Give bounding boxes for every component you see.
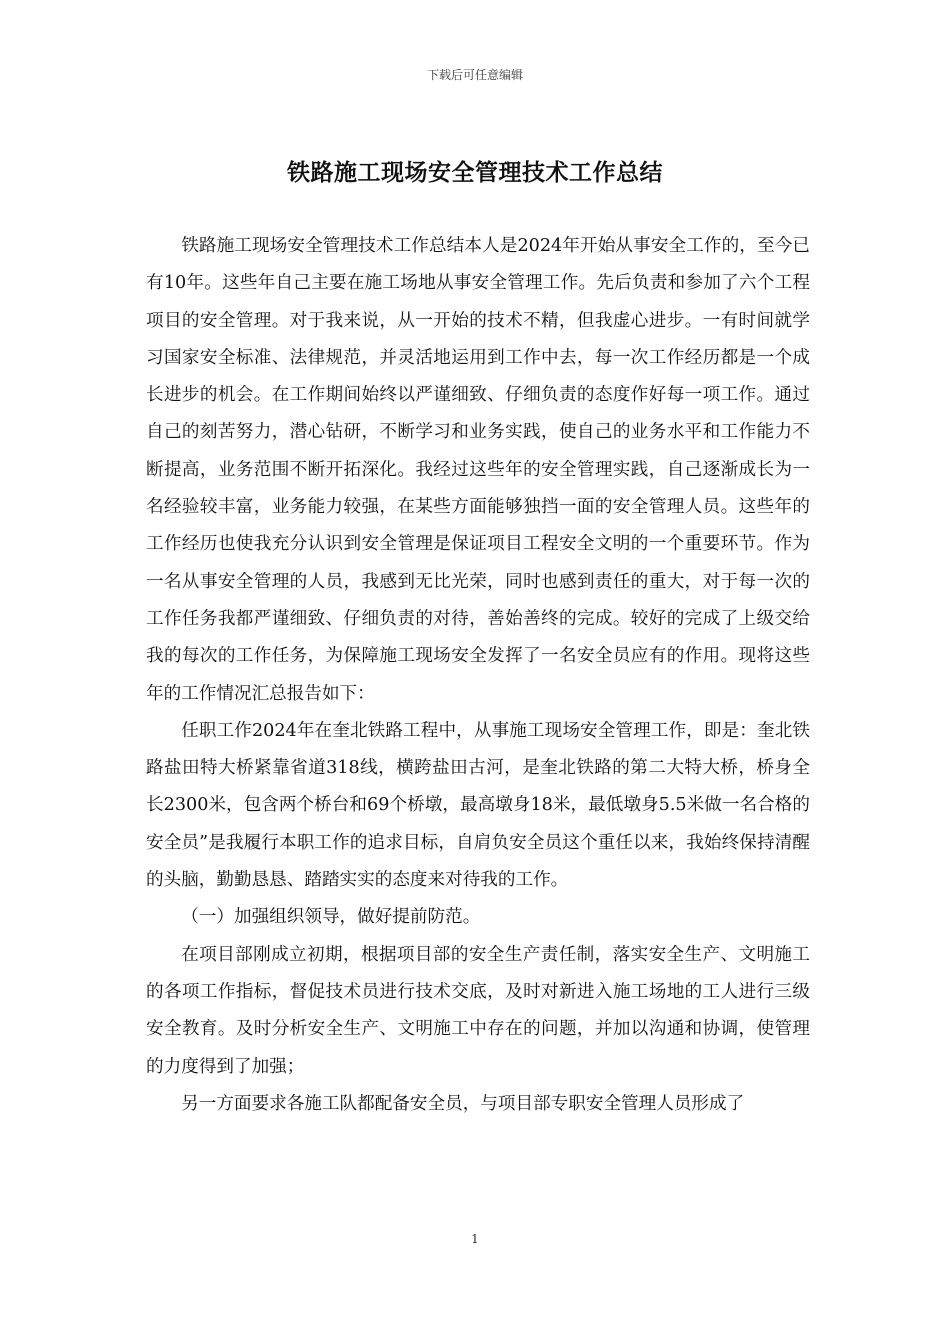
paragraph: 在项目部刚成立初期，根据项目部的安全生产责任制，落实安全生产、文明施工的各项工作指标，督促技术员进行技术交底，及时对新进入施工场地的工人进行三级安全教育。及时分析安全生产、文明施工中存在的问题，并加以沟通和协调，使管理的力度得到了加强； — [146, 944, 810, 1077]
paragraph: 任职工作2024年在奎北铁路工程中，从事施工现场安全管理工作，即是：奎北铁路盐田特大桥紧靠省道318线，横跨盐田古河，是奎北铁路的第二大特大桥，桥身全长2300米，包含两个桥台和69个桥墩，最高墩身18米，最低墩身5.5米做一名合格的安全员”是我履行本职工作的追求目标，自肩负安全员这个重任以来，我始终保持清醒的头脑，勤勤恳恳、踏踏实实的态度来对待我的工作。 — [146, 720, 810, 891]
page-number: 1 — [471, 1232, 479, 1246]
paragraph: 另一方面要求各施工队都配备安全员，与项目部专职安全管理人员形成了 — [181, 1093, 745, 1114]
paragraph: 铁路施工现场安全管理技术工作总结本人是2024年开始从事安全工作的，至今已有10年。这些年自己主要在施工场地从事安全管理工作。先后负责和参加了六个工程项目的安全管理。对于我来说，从一开始的技术不精，但我虚心进步。一有时间就学习国家安全标准、法律规范，并灵活地运用到工作中去，每一次工作经历都是一个成长进步的机会。在工作期间始终以严谨细致、仔细负责的态度作好每一项工作。通过自己的刻苦努力，潜心钻研，不断学习和业务实践，使自己的业务水平和工作能力不断提高，业务范围不断开拓深化。我经过这些年的安全管理实践，自己逐渐成长为一名经验较丰富，业务能力较强，在某些方面能够独挡一面的安全管理人员。这些年的工作经历也使我充分认识到安全管理是保证项目工程安全文明的一个重要环节。作为一名从事安全管理的人员，我感到无比光荣，同时也感到责任的重大，对于每一次的工作任务我都严谨细致、仔细负责的对待，善始善终的完成。较好的完成了上级交给我的每次的工作任务，为保障施工现场安全发挥了一名安全员应有的作用。现将这些年的工作情况汇总报告如下： — [146, 236, 810, 704]
section-heading: （一）加强组织领导，做好提前防范。 — [181, 907, 481, 928]
document-title: 铁路施工现场安全管理技术工作总结 — [287, 159, 663, 186]
page-header: 下载后可任意编辑 — [426, 68, 523, 82]
document-body — [146, 228, 810, 1123]
